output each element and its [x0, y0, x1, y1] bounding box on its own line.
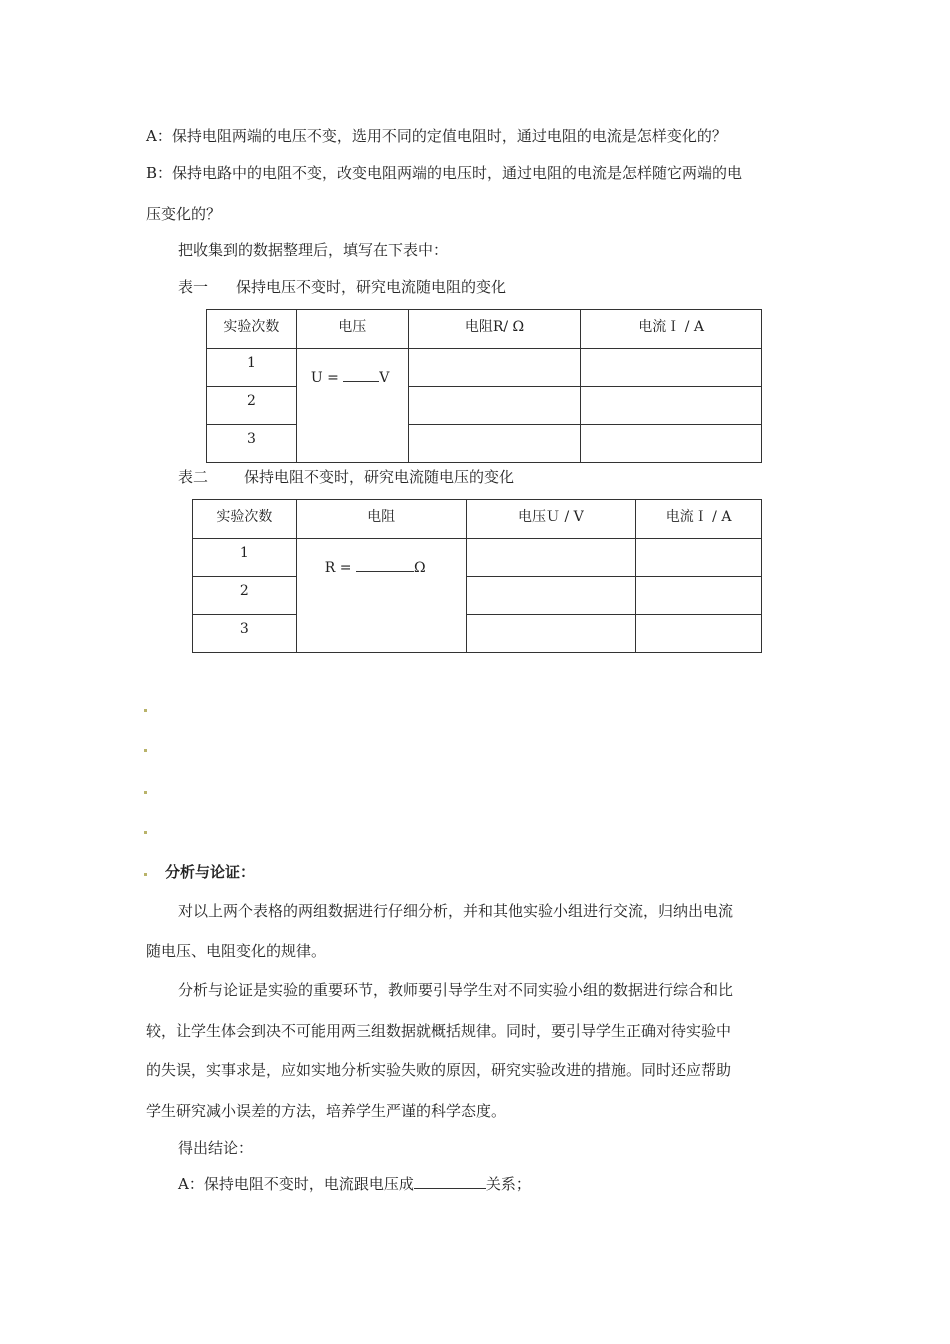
table2-label: 表二	[178, 468, 209, 486]
table2-header-trial: 实验次数	[193, 500, 297, 539]
table1-cell[interactable]	[581, 349, 762, 387]
analysis-p2-line-4: 学生研究减小误差的方法，培养学生严谨的科学态度。	[146, 1102, 507, 1120]
decorative-dot	[144, 749, 147, 752]
table1-cell[interactable]	[581, 425, 762, 463]
question-b-line-2: 压变化的？	[146, 205, 222, 223]
decorative-dot	[144, 873, 147, 876]
table1-cell[interactable]	[408, 425, 581, 463]
analysis-p1-line-2: 随电压、电阻变化的规律。	[146, 942, 327, 960]
table1-cell[interactable]	[408, 349, 581, 387]
table2-resistance-prefix: R =	[324, 560, 352, 576]
conclusion-a-blank[interactable]	[414, 1188, 486, 1189]
table2-cell[interactable]	[466, 539, 636, 577]
table1-cell[interactable]	[581, 387, 762, 425]
table2-resistance-cell	[296, 539, 466, 653]
table2-resistance-unit: Ω	[413, 560, 426, 576]
table1-voltage-cell	[296, 349, 408, 463]
table1-label: 表一	[178, 278, 209, 296]
table2	[192, 499, 762, 653]
table1-trial-3: 3	[207, 425, 297, 463]
table1-header-resistance: 电阻R/ Ω	[408, 310, 581, 349]
table1-header-current: 电流Ｉ / A	[581, 310, 762, 349]
table2-trial-2: 2	[193, 577, 297, 615]
table1-voltage-blank[interactable]	[343, 381, 379, 382]
table2-title: 保持电阻不变时，研究电流随电压的变化	[244, 468, 515, 486]
table1-trial-2: 2	[207, 387, 297, 425]
table1-voltage-unit: V	[379, 370, 390, 386]
conclusion-label: 得出结论：	[178, 1139, 254, 1157]
table2-cell[interactable]	[636, 577, 762, 615]
question-b-line-1: B：保持电路中的电阻不变，改变电阻两端的电压时，通过电阻的电流是怎样随它两端的电	[146, 164, 743, 182]
table2-header-voltage: 电压Ｕ / V	[466, 500, 636, 539]
decorative-dot	[144, 709, 147, 712]
table1-header-trial: 实验次数	[207, 310, 297, 349]
table1-title: 保持电压不变时，研究电流随电阻的变化	[236, 278, 507, 296]
conclusion-a	[178, 1174, 531, 1194]
table2-cell[interactable]	[636, 539, 762, 577]
analysis-p2-line-3: 的失误，实事求是，应如实地分析实验失败的原因，研究实验改进的措施。同时还应帮助	[146, 1061, 732, 1079]
decorative-dot	[144, 791, 147, 794]
table2-cell[interactable]	[466, 615, 636, 653]
table1-trial-1: 1	[207, 349, 297, 387]
analysis-heading: 分析与论证：	[165, 863, 256, 881]
table1-caption	[178, 277, 506, 297]
table-intro: 把收集到的数据整理后，填写在下表中：	[178, 241, 449, 259]
table2-header-current: 电流Ｉ / A	[636, 500, 762, 539]
table2-caption	[178, 467, 514, 487]
conclusion-a-suffix: 关系；	[485, 1175, 531, 1193]
question-a: A：保持电阻两端的电压不变，选用不同的定值电阻时，通过电阻的电流是怎样变化的？	[146, 127, 727, 145]
table2-header-resistance: 电阻	[296, 500, 466, 539]
decorative-dot	[144, 831, 147, 834]
table2-cell[interactable]	[466, 577, 636, 615]
table1	[206, 309, 762, 463]
table2-trial-3: 3	[193, 615, 297, 653]
table2-cell[interactable]	[636, 615, 762, 653]
table2-trial-1: 1	[193, 539, 297, 577]
table1-voltage-prefix: U =	[310, 370, 339, 386]
conclusion-a-prefix: A：保持电阻不变时，电流跟电压成	[178, 1175, 414, 1193]
table2-resistance-blank[interactable]	[356, 571, 414, 572]
table1-header-voltage: 电压	[296, 310, 408, 349]
analysis-p2-line-2: 较，让学生体会到决不可能用两三组数据就概括规律。同时，要引导学生正确对待实验中	[146, 1022, 732, 1040]
analysis-p1-line-1: 对以上两个表格的两组数据进行仔细分析，并和其他实验小组进行交流，归纳出电流	[178, 902, 734, 920]
analysis-p2-line-1: 分析与论证是实验的重要环节，教师要引导学生对不同实验小组的数据进行综合和比	[178, 981, 734, 999]
table1-cell[interactable]	[408, 387, 581, 425]
